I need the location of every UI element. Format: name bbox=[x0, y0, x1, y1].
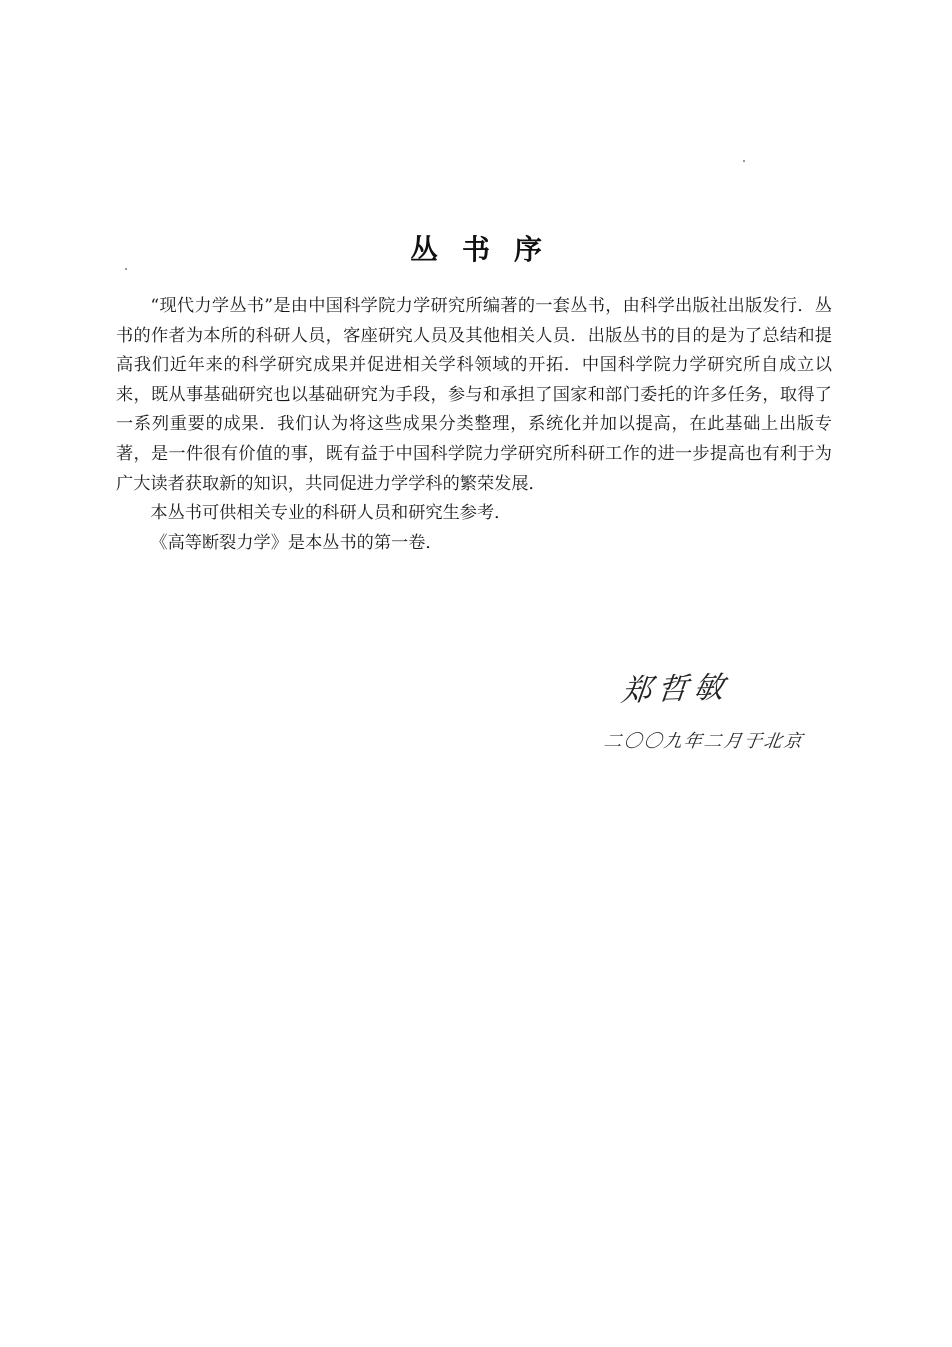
preface-paragraph-main: “现代力学丛书”是由中国科学院力学研究所编著的一套丛书，由科学出版社出版发行．丛书的作者为本所的科研人员，客座研究人员及其他相关人员．出版丛书的目的是为了总结和提高我们近年来的科学研究成果并促进相关学科领域的开拓．中国科学院力学研究所自成立以来，既从事基础研究也以基础研究为手段，参与和承担了国家和部门委托的许多任务，取得了一系列重要的成果．我们认为将这些成果分类整理，系统化并加以提高，在此基础上出版专著，是一件很有价值的事，既有益于中国科学院力学研究所科研工作的进一步提高也有利于为广大读者获取新的知识，共同促进力学学科的繁荣发展． bbox=[116, 296, 832, 494]
preface-paragraph-audience: 本丛书可供相关专业的科研人员和研究生参考． bbox=[150, 503, 512, 524]
preface-body bbox=[116, 292, 832, 558]
author-signature: 郑哲敏 bbox=[619, 670, 732, 709]
preface-paragraph-volume: 《高等断裂力学》是本丛书的第一卷． bbox=[150, 532, 443, 553]
scan-speck bbox=[743, 160, 745, 162]
scan-speck bbox=[125, 268, 127, 270]
signature-date: 二〇〇九年二月于北京 bbox=[602, 731, 806, 752]
page-title: 丛书序 bbox=[409, 233, 566, 266]
